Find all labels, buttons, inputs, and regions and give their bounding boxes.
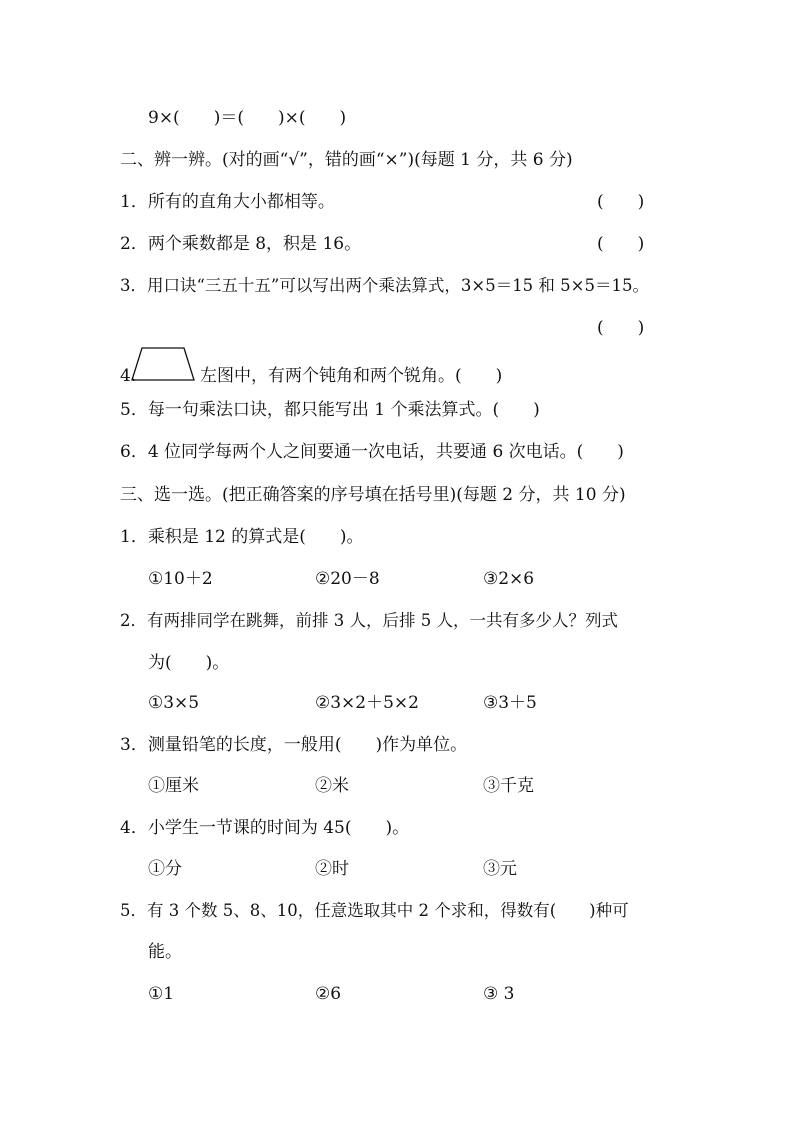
section3-q5-option-2[interactable]: ②6 [315,984,342,1004]
section2-q4: 左图中，有两个钝角和两个锐角。( ) [200,366,503,386]
section3-q3-option-2[interactable]: ②米 [315,776,349,796]
section2-q6: 6．4 位同学每两个人之间要通一次电话，共要通 6 次电话。( ) [120,442,624,462]
section3-q5-option-1[interactable]: ①1 [148,984,175,1004]
section2-q2: 2．两个乘数都是 8，积是 16。 [120,234,362,254]
section3-q4: 4．小学生一节课的时间为 45( )。 [120,818,410,838]
section3-q1: 1．乘积是 12 的算式是( )。 [120,527,364,547]
section2-q5: 5．每一句乘法口诀，都只能写出 1 个乘法算式。( ) [120,400,540,420]
section3-q5-line2: 能。 [148,942,182,962]
section3-q1-option-3[interactable]: ③2×6 [483,569,535,589]
equation-line: 9×( )＝( )×( ) [148,108,347,128]
section3-q1-option-1[interactable]: ①10＋2 [148,569,213,589]
section3-q2-option-3[interactable]: ③3＋5 [483,693,537,713]
section2-heading: 二、辨一辨。(对的画“√”，错的画“×”)(每题 1 分，共 6 分) [120,150,573,170]
section2-q2-answer[interactable]: ( ) [597,234,645,254]
section3-q5-line1: 5．有 3 个数 5、8、10，任意选取其中 2 个求和，得数有( )种可 [120,901,629,920]
section3-q3-option-1[interactable]: ①厘米 [148,776,199,796]
section3-q5-option-3[interactable]: ③ 3 [483,984,515,1004]
section2-q3: 3．用口诀“三五十五”可以写出两个乘法算式，3×5＝15 和 5×5＝15。 [120,276,649,295]
section3-q4-option-3[interactable]: ③元 [483,859,517,879]
section3-q2-option-2[interactable]: ②3×2＋5×2 [315,693,419,713]
section3-q2-line2: 为( )。 [148,653,230,673]
section3-q4-option-2[interactable]: ②时 [315,859,349,879]
section3-q2-option-1[interactable]: ①3×5 [148,693,200,713]
section2-q4-number: 4. [120,366,137,386]
section3-q2-line1: 2．有两排同学在跳舞，前排 3 人，后排 5 人，一共有多少人？列式 [120,611,618,630]
section3-q3: 3．测量铅笔的长度，一般用( )作为单位。 [120,735,468,755]
section2-q3-answer[interactable]: ( ) [597,318,645,338]
section3-q4-option-1[interactable]: ①分 [148,859,182,879]
section3-q3-option-3[interactable]: ③千克 [483,776,534,796]
section3-q1-option-2[interactable]: ②20－8 [315,569,380,589]
section2-q1: 1．所有的直角大小都相等。 [120,192,335,212]
section2-q1-answer[interactable]: ( ) [597,192,645,212]
trapezoid-shape [132,348,194,380]
section3-heading: 三、选一选。(把正确答案的序号填在括号里)(每题 2 分，共 10 分) [120,485,626,505]
trapezoid-figure [128,344,198,384]
